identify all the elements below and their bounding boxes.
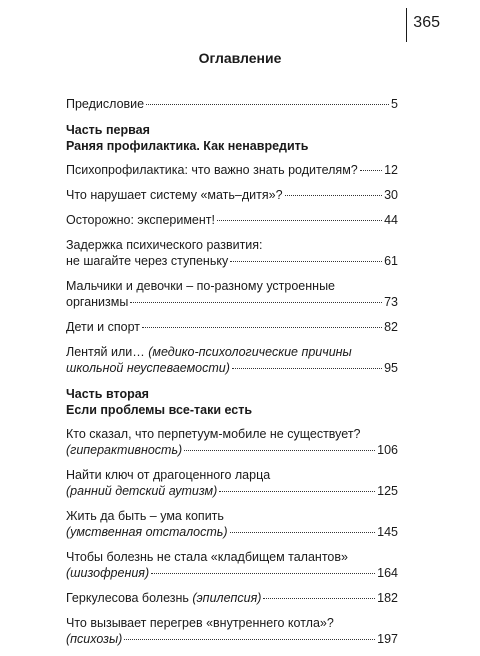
toc-entry-subtitle: (ранний детский аутизм) <box>66 484 218 498</box>
toc-entry-page: 44 <box>384 213 398 227</box>
toc-entry-text: Мальчики и девочки – по-разному устроенные <box>66 279 336 293</box>
toc-entry-page: 95 <box>384 361 398 375</box>
toc-entry <box>66 212 398 228</box>
toc-entry-text: Лентяй или… <box>66 345 149 359</box>
toc-entry-text: Дети и спорт <box>66 320 141 334</box>
toc-entry <box>66 426 398 458</box>
toc-entry-subtitle: (медико-психологические причины <box>148 345 352 359</box>
toc-entry-page: 125 <box>377 484 398 498</box>
toc-entry-text: Геркулесова болезнь <box>66 591 193 605</box>
toc-entry <box>66 508 398 540</box>
toc-entry <box>66 187 398 203</box>
toc-entry-text: Задержка психического развития: <box>66 238 263 252</box>
dot-leader <box>285 195 383 196</box>
toc-entry-page: 61 <box>384 254 398 268</box>
part-heading-1 <box>66 122 398 154</box>
dot-leader <box>151 573 375 574</box>
page-number-block <box>406 8 440 42</box>
toc-entry <box>66 278 398 310</box>
toc-entry-text: Что вызывает перегрев «внутреннего котла»? <box>66 616 334 630</box>
toc-entry-text: Осторожно: эксперимент! <box>66 213 215 227</box>
page-number-divider <box>406 8 408 42</box>
toc-entry-text: организмы <box>66 295 129 309</box>
toc-entry <box>66 344 398 376</box>
toc-entry-page: 5 <box>391 97 398 111</box>
part-title: Раняя профилактика. Как ненавредить <box>66 139 309 153</box>
toc-entry-page: 30 <box>384 188 398 202</box>
toc-entry-text: Жить да быть – ума копить <box>66 509 224 523</box>
page-number: 365 <box>413 14 440 31</box>
part-heading-2 <box>66 386 398 418</box>
dot-leader <box>230 532 376 533</box>
toc-entry-page: 73 <box>384 295 398 309</box>
toc-entry-page: 82 <box>384 320 398 334</box>
toc-entry-page: 197 <box>377 632 398 646</box>
toc-entry-page: 12 <box>384 163 398 177</box>
dot-leader <box>230 261 382 262</box>
dot-leader <box>124 639 375 640</box>
toc-entry <box>66 237 398 269</box>
toc-entry-subtitle: (эпилепсия) <box>192 591 262 605</box>
toc-entry-text: Чтобы болезнь не стала «кладбищем талантов» <box>66 550 348 564</box>
toc-title: Оглавление <box>198 50 282 66</box>
dot-leader <box>146 104 389 105</box>
toc-entry-text: Что нарушает систему «мать–дитя»? <box>66 188 283 202</box>
toc-entry-subtitle: (психозы) <box>66 632 123 646</box>
table-of-contents <box>66 96 398 656</box>
part-number: Часть первая <box>66 123 150 137</box>
toc-entry <box>66 549 398 581</box>
toc-entry-page: 145 <box>377 525 398 539</box>
toc-entry-text: не шагайте через ступеньку <box>66 254 229 268</box>
toc-entry <box>66 615 398 647</box>
dot-leader <box>184 450 375 451</box>
toc-entry-subtitle: (шизофрения) <box>66 566 150 580</box>
toc-entry-subtitle: школьной неуспеваемости) <box>66 361 230 375</box>
toc-entry-preface <box>66 96 398 112</box>
dot-leader <box>219 491 375 492</box>
dot-leader <box>263 598 375 599</box>
toc-entry <box>66 590 398 606</box>
dot-leader <box>217 220 382 221</box>
dot-leader <box>360 170 382 171</box>
toc-entry <box>66 319 398 335</box>
toc-entry-subtitle: (умственная отсталость) <box>66 525 228 539</box>
toc-entry-text: Предисловие <box>66 97 145 111</box>
part-number: Часть вторая <box>66 387 149 401</box>
toc-entry-page: 164 <box>377 566 398 580</box>
part-title: Если проблемы все-таки есть <box>66 403 253 417</box>
toc-entry-page: 182 <box>377 591 398 605</box>
dot-leader <box>130 302 382 303</box>
toc-entry-text: Психопрофилактика: что важно знать родителям? <box>66 163 358 177</box>
toc-entry-subtitle: (гиперактивность) <box>66 443 183 457</box>
toc-entry-text: Найти ключ от драгоценного ларца <box>66 468 271 482</box>
dot-leader <box>142 327 382 328</box>
toc-entry <box>66 162 398 178</box>
toc-entry-page: 106 <box>377 443 398 457</box>
toc-entry <box>66 467 398 499</box>
toc-entry-text: Кто сказал, что перпетуум-мобиле не существует? <box>66 427 361 441</box>
dot-leader <box>232 368 382 369</box>
